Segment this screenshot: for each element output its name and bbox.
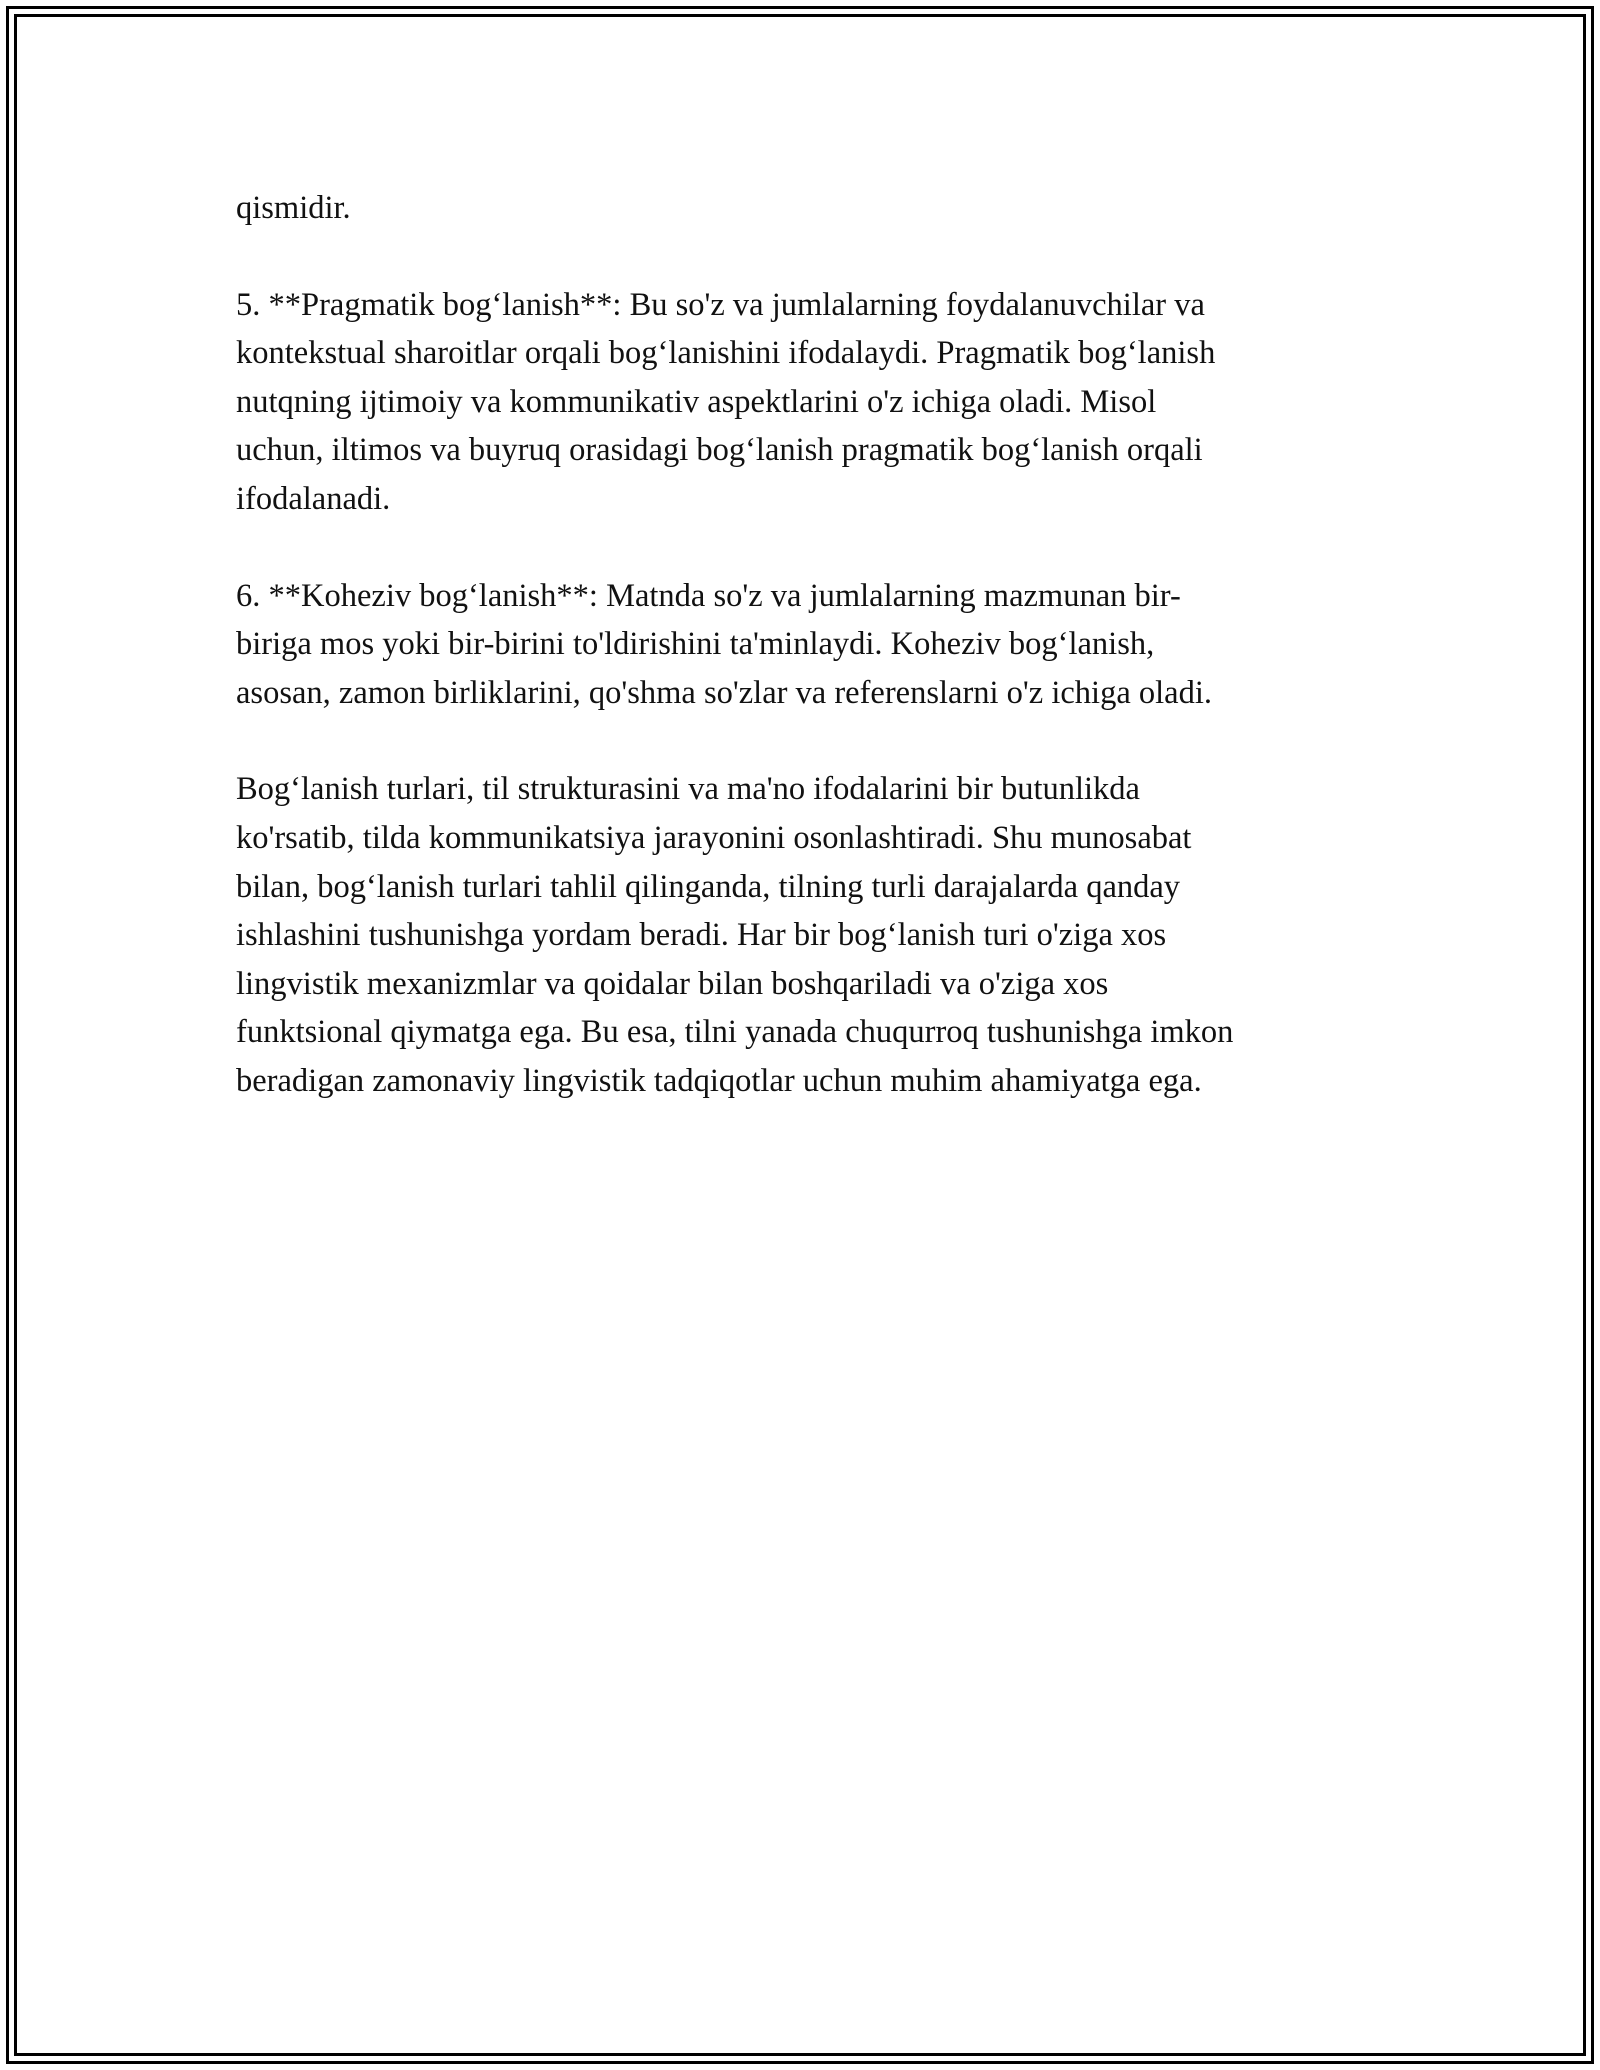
paragraph-cohesive-connection: 6. **Koheziv bog‘lanish**: Matnda so'z va jumlalarning mazmunan bir- biriga mos yoki bir-birini to'ldirishini ta'minlaydi. Koheziv bog‘lanish, asosan, zamon birliklarini, qo'shma so'zlar va referenslarni o'z ichiga oladi. [236,577,1212,711]
paragraph-continuation: qismidir. [236,190,351,226]
paragraph-conclusion: Bog‘lanish turlari, til strukturasini va ma'no ifodalarini bir butunlikda ko'rsatib, tilda kommunikatsiya jarayonini osonlashtiradi. Shu munosabat bilan, bog‘lanish turlari tahlil qilinganda, tilning turli darajalarda qanday ishlashini tushunishga yordam beradi. Har bir bog‘lanish turi o'ziga xos lingvistik mexanizmlar va qoidalar bilan boshqariladi va o'ziga xos funktsional qiymatga ega. Bu esa, tilni yanada chuqurroq tushunishga imkon beradigan zamonaviy lingvistik tadqiqotlar uchun muhim ahamiyatga ega. [236,771,1234,1099]
paragraph-pragmatic-connection: 5. **Pragmatik bog‘lanish**: Bu so'z va jumlalarning foydalanuvchilar va kontekstual sharoitlar orqali bog‘lanishini ifodalaydi. Pragmatik bog‘lanish nutqning ijtimoiy va kommunikativ aspektlarini o'z ichiga oladi. Misol uchun, iltimos va buyruq orasidagi bog‘lanish pragmatik bog‘lanish orqali ifodalanadi. [236,286,1216,517]
document-body [236,184,1406,1154]
